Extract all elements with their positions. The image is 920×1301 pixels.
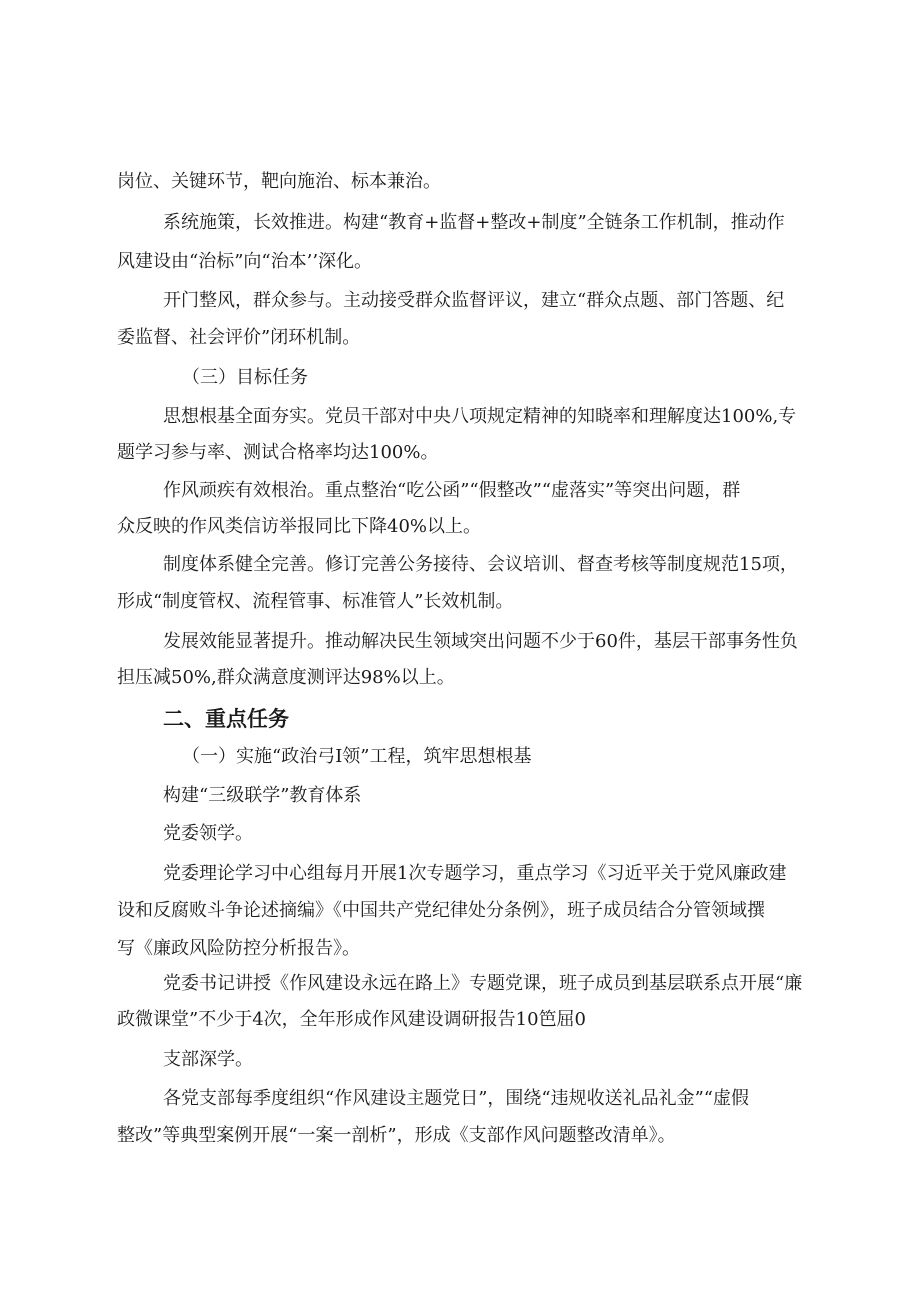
paragraph-line: 党委书记讲授《作风建设永远在路上》专题党课，班子成员到基层联系点开展“廉	[163, 973, 803, 994]
section-subheading: （一）实施“政治弓I领”工程，筑牢思想根基	[182, 746, 532, 767]
paragraph-line: 整改”等典型案例开展“一案一剖析”，形成《支部作风问题整改清单》。	[117, 1125, 676, 1146]
paragraph-line: 岗位、关键环节，靶向施治、标本兼治。	[117, 171, 441, 192]
paragraph-line: 支部深学。	[163, 1049, 253, 1070]
section-subheading: （三）目标任务	[182, 367, 308, 388]
paragraph-line: 写《廉政风险防控分析报告》。	[117, 938, 360, 959]
paragraph-line: 政微课堂”不少于4次，全年形成作风建设调研报告10笆屈0	[117, 1009, 587, 1030]
paragraph-line: 发展效能显著提升。推动解决民生领域突出问题不少于60件，基层干部事务性负	[163, 631, 798, 652]
paragraph-line: 风建设由“治标”向“治本’’深化。	[117, 251, 373, 272]
paragraph-line: 党委领学。	[163, 823, 253, 844]
paragraph-line: 党委理论学习中心组每月开展1次专题学习，重点学习《习近平关于党风廉政建	[163, 863, 787, 884]
paragraph-line: 作风顽疾有效根治。重点整治“吃公函”“假整改”“虚落实”等突出问题，群	[163, 480, 741, 501]
paragraph-line: 系统施策，长效推进。构建“教育+监督+整改+制度”全链条工作机制，推动作	[163, 212, 785, 233]
paragraph-line: 构建“三级联学”教育体系	[163, 785, 362, 806]
paragraph-line: 制度体系健全完善。修订完善公务接待、会议培训、督查考核等制度规范15项，	[163, 554, 798, 575]
paragraph-line: 思想根基全面夯实。党员干部对中央八项规定精神的知晓率和理解度达100%,专	[163, 406, 797, 427]
paragraph-line: 委监督、社会评价”闭环机制。	[117, 327, 361, 348]
paragraph-line: 设和反腐败斗争论述摘编》《中国共产党纪律处分条例》，班子成员结合分管领域撰	[117, 900, 765, 921]
paragraph-line: 开门整风，群众参与。主动接受群众监督评议，建立“群众点题、部门答题、纪	[163, 290, 785, 311]
paragraph-line: 担压减50%,群众满意度测评达98%以上。	[117, 667, 455, 688]
section-heading: 二、重点任务	[163, 707, 289, 731]
paragraph-line: 各党支部每季度组织“作风建设主题党日”，围绕“违规收送礼品礼金”“虚假	[163, 1088, 750, 1109]
paragraph-line: 题学习参与率、测试合格率均达100%。	[117, 442, 439, 463]
paragraph-line: 形成“制度管权、流程管事、标准管人”长效机制。	[117, 591, 514, 612]
paragraph-line: 众反映的作风类信访举报同比下降40%以上。	[117, 516, 482, 537]
